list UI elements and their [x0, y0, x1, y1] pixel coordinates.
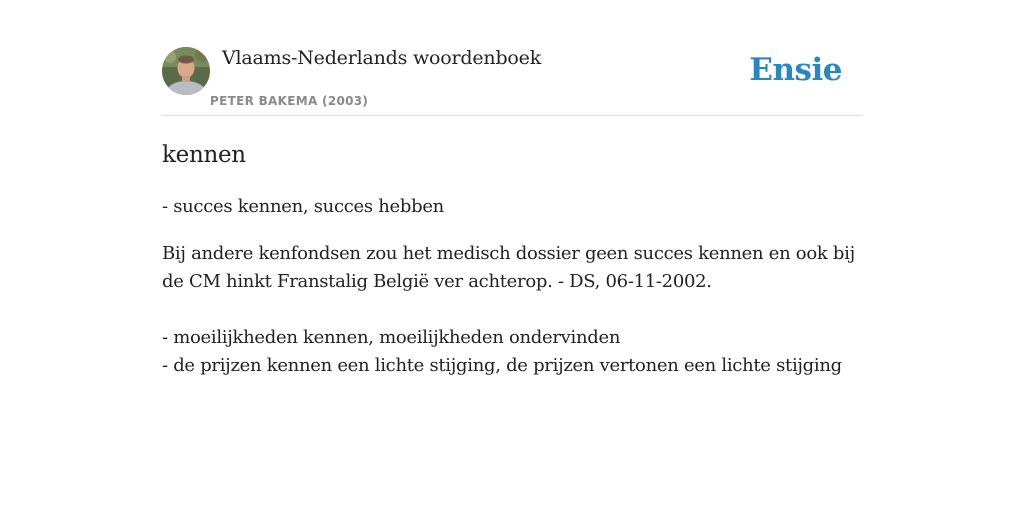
entry-definition [162, 193, 862, 380]
content-container [162, 0, 862, 376]
definition-line: - moeilijkheden kennen, moeilijkheden ondervinden [162, 327, 621, 348]
author-name[interactable]: PETER BAKEMA (2003) [210, 94, 369, 108]
definition-example: Bij andere kenfondsen zou het medisch dossier geen succes kennen en ook bij de CM hinkt Franstalig België ver achterop. - DS, 06-11-2002. [162, 243, 855, 292]
ensie-logo[interactable]: Ensie [749, 52, 842, 88]
definition-line: - de prijzen kennen een lichte stijging, de prijzen vertonen een lichte stijging [162, 355, 842, 376]
entry-headword: kennen [162, 142, 246, 168]
author-avatar[interactable] [162, 47, 210, 95]
book-title[interactable]: Vlaams-Nederlands woordenboek [222, 47, 542, 69]
definition-line: - succes kennen, succes hebben [162, 196, 444, 217]
definition-spacer [162, 296, 862, 324]
author-photo-icon [162, 47, 210, 95]
header [162, 0, 862, 116]
